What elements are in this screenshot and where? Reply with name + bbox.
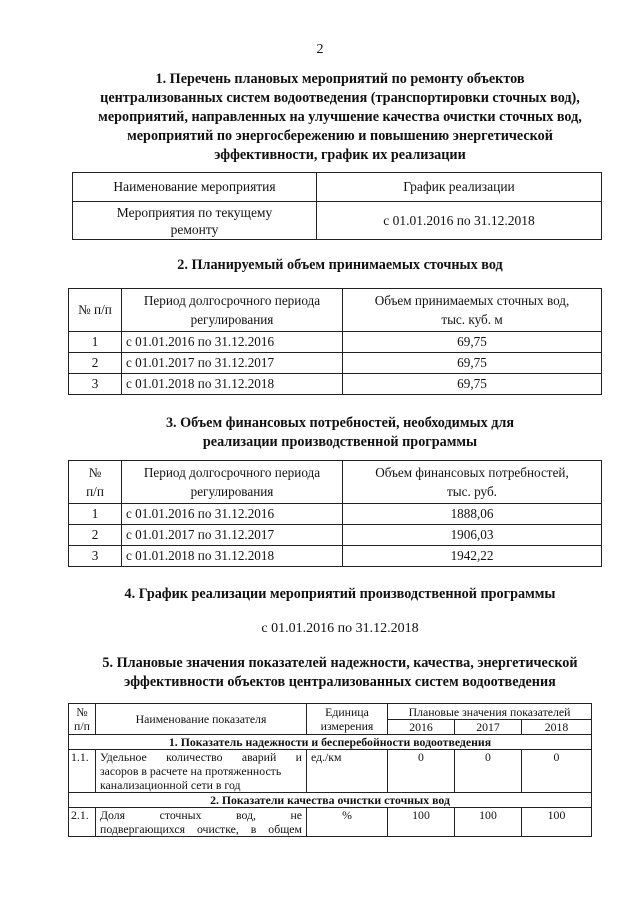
column-header-schedule: График реализации — [317, 173, 602, 202]
header-line: измерения — [320, 719, 374, 733]
row-period: с 01.01.2018 по 31.12.2018 — [122, 546, 343, 567]
column-header-activity: Наименование мероприятия — [73, 173, 317, 202]
section1-title-line: мероприятий, направленных на улучшение качества очистки сточных вод, — [98, 109, 582, 125]
activity-name — [73, 202, 317, 240]
header-line: регулирования — [190, 484, 274, 499]
row-period: с 01.01.2016 по 31.12.2016 — [122, 504, 343, 525]
section1-title-line: 1. Перечень плановых мероприятий по ремонту объектов — [155, 71, 525, 87]
column-header-planned-values: Плановые значения показателей — [388, 704, 592, 720]
indicator-name-line: Доля сточных вод, не — [100, 808, 302, 822]
row-indicator-name — [96, 808, 307, 837]
activity-schedule: с 01.01.2016 по 31.12.2018 — [317, 202, 602, 240]
header-line: № — [88, 465, 102, 480]
row-num: 1.1. — [69, 750, 96, 793]
section4-period: с 01.01.2016 по 31.12.2018 — [261, 621, 419, 636]
table-group-row — [69, 735, 592, 750]
row-value-2018: 100 — [522, 808, 592, 837]
group-heading-reliability: 1. Показатель надежности и бесперебойности водоотведения — [69, 735, 592, 750]
table-header-row — [69, 704, 592, 720]
header-line: тыс. куб. м — [441, 312, 503, 327]
indicator-name-line: канализационной сети в год — [100, 778, 241, 792]
header-line: Период долгосрочного периода — [143, 465, 321, 480]
row-num: 2 — [69, 353, 122, 374]
row-period: с 01.01.2017 по 31.12.2017 — [122, 353, 343, 374]
table-row — [69, 353, 602, 374]
header-line: Объем финансовых потребностей, — [375, 465, 569, 480]
table-header-row — [69, 461, 602, 504]
row-period: с 01.01.2017 по 31.12.2017 — [122, 525, 343, 546]
row-value-2016: 0 — [388, 750, 455, 793]
row-period: с 01.01.2018 по 31.12.2018 — [122, 374, 343, 395]
table-row — [69, 546, 602, 567]
row-num: 2 — [69, 525, 122, 546]
table-row — [69, 525, 602, 546]
indicators-table — [68, 703, 592, 837]
row-unit: % — [307, 808, 388, 837]
row-period: с 01.01.2016 по 31.12.2016 — [122, 332, 343, 353]
row-num: 3 — [69, 546, 122, 567]
section4-title: 4. График реализации мероприятий производственной программы — [124, 586, 556, 602]
header-line: Период долгосрочного периода — [143, 293, 321, 308]
header-line: тыс. руб. — [447, 484, 497, 499]
row-finance: 1906,03 — [343, 525, 602, 546]
table-group-row — [69, 793, 592, 808]
indicator-name-line: засоров в расчете на протяженность — [100, 764, 282, 778]
table-row — [69, 750, 592, 793]
row-num: 3 — [69, 374, 122, 395]
row-finance: 1888,06 — [343, 504, 602, 525]
column-header-num — [69, 461, 122, 504]
header-line: Объем принимаемых сточных вод, — [374, 293, 570, 308]
column-header-indicator-name: Наименование показателя — [96, 704, 307, 735]
row-value-2016: 100 — [388, 808, 455, 837]
section3-title-line: 3. Объем финансовых потребностей, необходимых для — [165, 415, 515, 431]
row-value-2017: 0 — [455, 750, 522, 793]
row-num: 2.1. — [69, 808, 96, 837]
column-header-num — [69, 704, 96, 735]
column-header-year: 2017 — [455, 720, 522, 735]
section1-title-line: эффективности, график их реализации — [214, 147, 466, 163]
activity-name-line: Мероприятия по текущему — [116, 204, 273, 220]
section1-title — [40, 70, 640, 165]
table-row — [69, 332, 602, 353]
column-header-period — [122, 461, 343, 504]
header-line: № — [76, 705, 88, 719]
header-line: регулирования — [190, 312, 274, 327]
indicator-name-line: Удельное количество аварий и — [100, 750, 302, 764]
section3-title-line: реализации производственной программы — [202, 434, 478, 450]
section1-title-line: мероприятий по энергосбережению и повышению энергетической — [127, 128, 553, 144]
volume-table — [68, 288, 602, 395]
section5-title — [40, 654, 640, 692]
column-header-finance — [343, 461, 602, 504]
header-line: п/п — [86, 484, 104, 499]
activity-name-line: ремонту — [170, 221, 219, 237]
indicator-name-line: подвергающихся очистке, в общем — [100, 822, 302, 836]
section5-title-line: 5. Плановые значения показателей надежности, качества, энергетической — [102, 655, 578, 671]
row-volume: 69,75 — [343, 353, 602, 374]
column-header-period — [122, 289, 343, 332]
section1-title-line: централизованных систем водоотведения (транспортировки сточных вод), — [100, 90, 580, 106]
section5-title-line: эффективности объектов централизованных систем водоотведения — [124, 674, 556, 690]
section2-title: 2. Планируемый объем принимаемых сточных вод — [177, 257, 503, 273]
header-line: Единица — [325, 705, 369, 719]
row-num: 1 — [69, 332, 122, 353]
table-header-row — [69, 289, 602, 332]
table-row — [69, 374, 602, 395]
activities-table — [72, 172, 602, 240]
column-header-year: 2016 — [388, 720, 455, 735]
section3-title — [40, 414, 640, 452]
row-finance: 1942,22 — [343, 546, 602, 567]
header-line: п/п — [74, 719, 90, 733]
table-header-row — [73, 173, 602, 202]
table-row — [73, 202, 602, 240]
finance-table — [68, 460, 602, 567]
row-unit: ед./км — [307, 750, 388, 793]
row-indicator-name — [96, 750, 307, 793]
row-volume: 69,75 — [343, 332, 602, 353]
row-num: 1 — [69, 504, 122, 525]
page-number: 2 — [316, 42, 324, 57]
table-row — [69, 504, 602, 525]
group-heading-quality: 2. Показатели качества очистки сточных вод — [69, 793, 592, 808]
column-header-year: 2018 — [522, 720, 592, 735]
table-row — [69, 808, 592, 837]
row-value-2017: 100 — [455, 808, 522, 837]
row-value-2018: 0 — [522, 750, 592, 793]
column-header-unit — [307, 704, 388, 735]
column-header-volume — [343, 289, 602, 332]
column-header-num: № п/п — [69, 289, 122, 332]
row-volume: 69,75 — [343, 374, 602, 395]
